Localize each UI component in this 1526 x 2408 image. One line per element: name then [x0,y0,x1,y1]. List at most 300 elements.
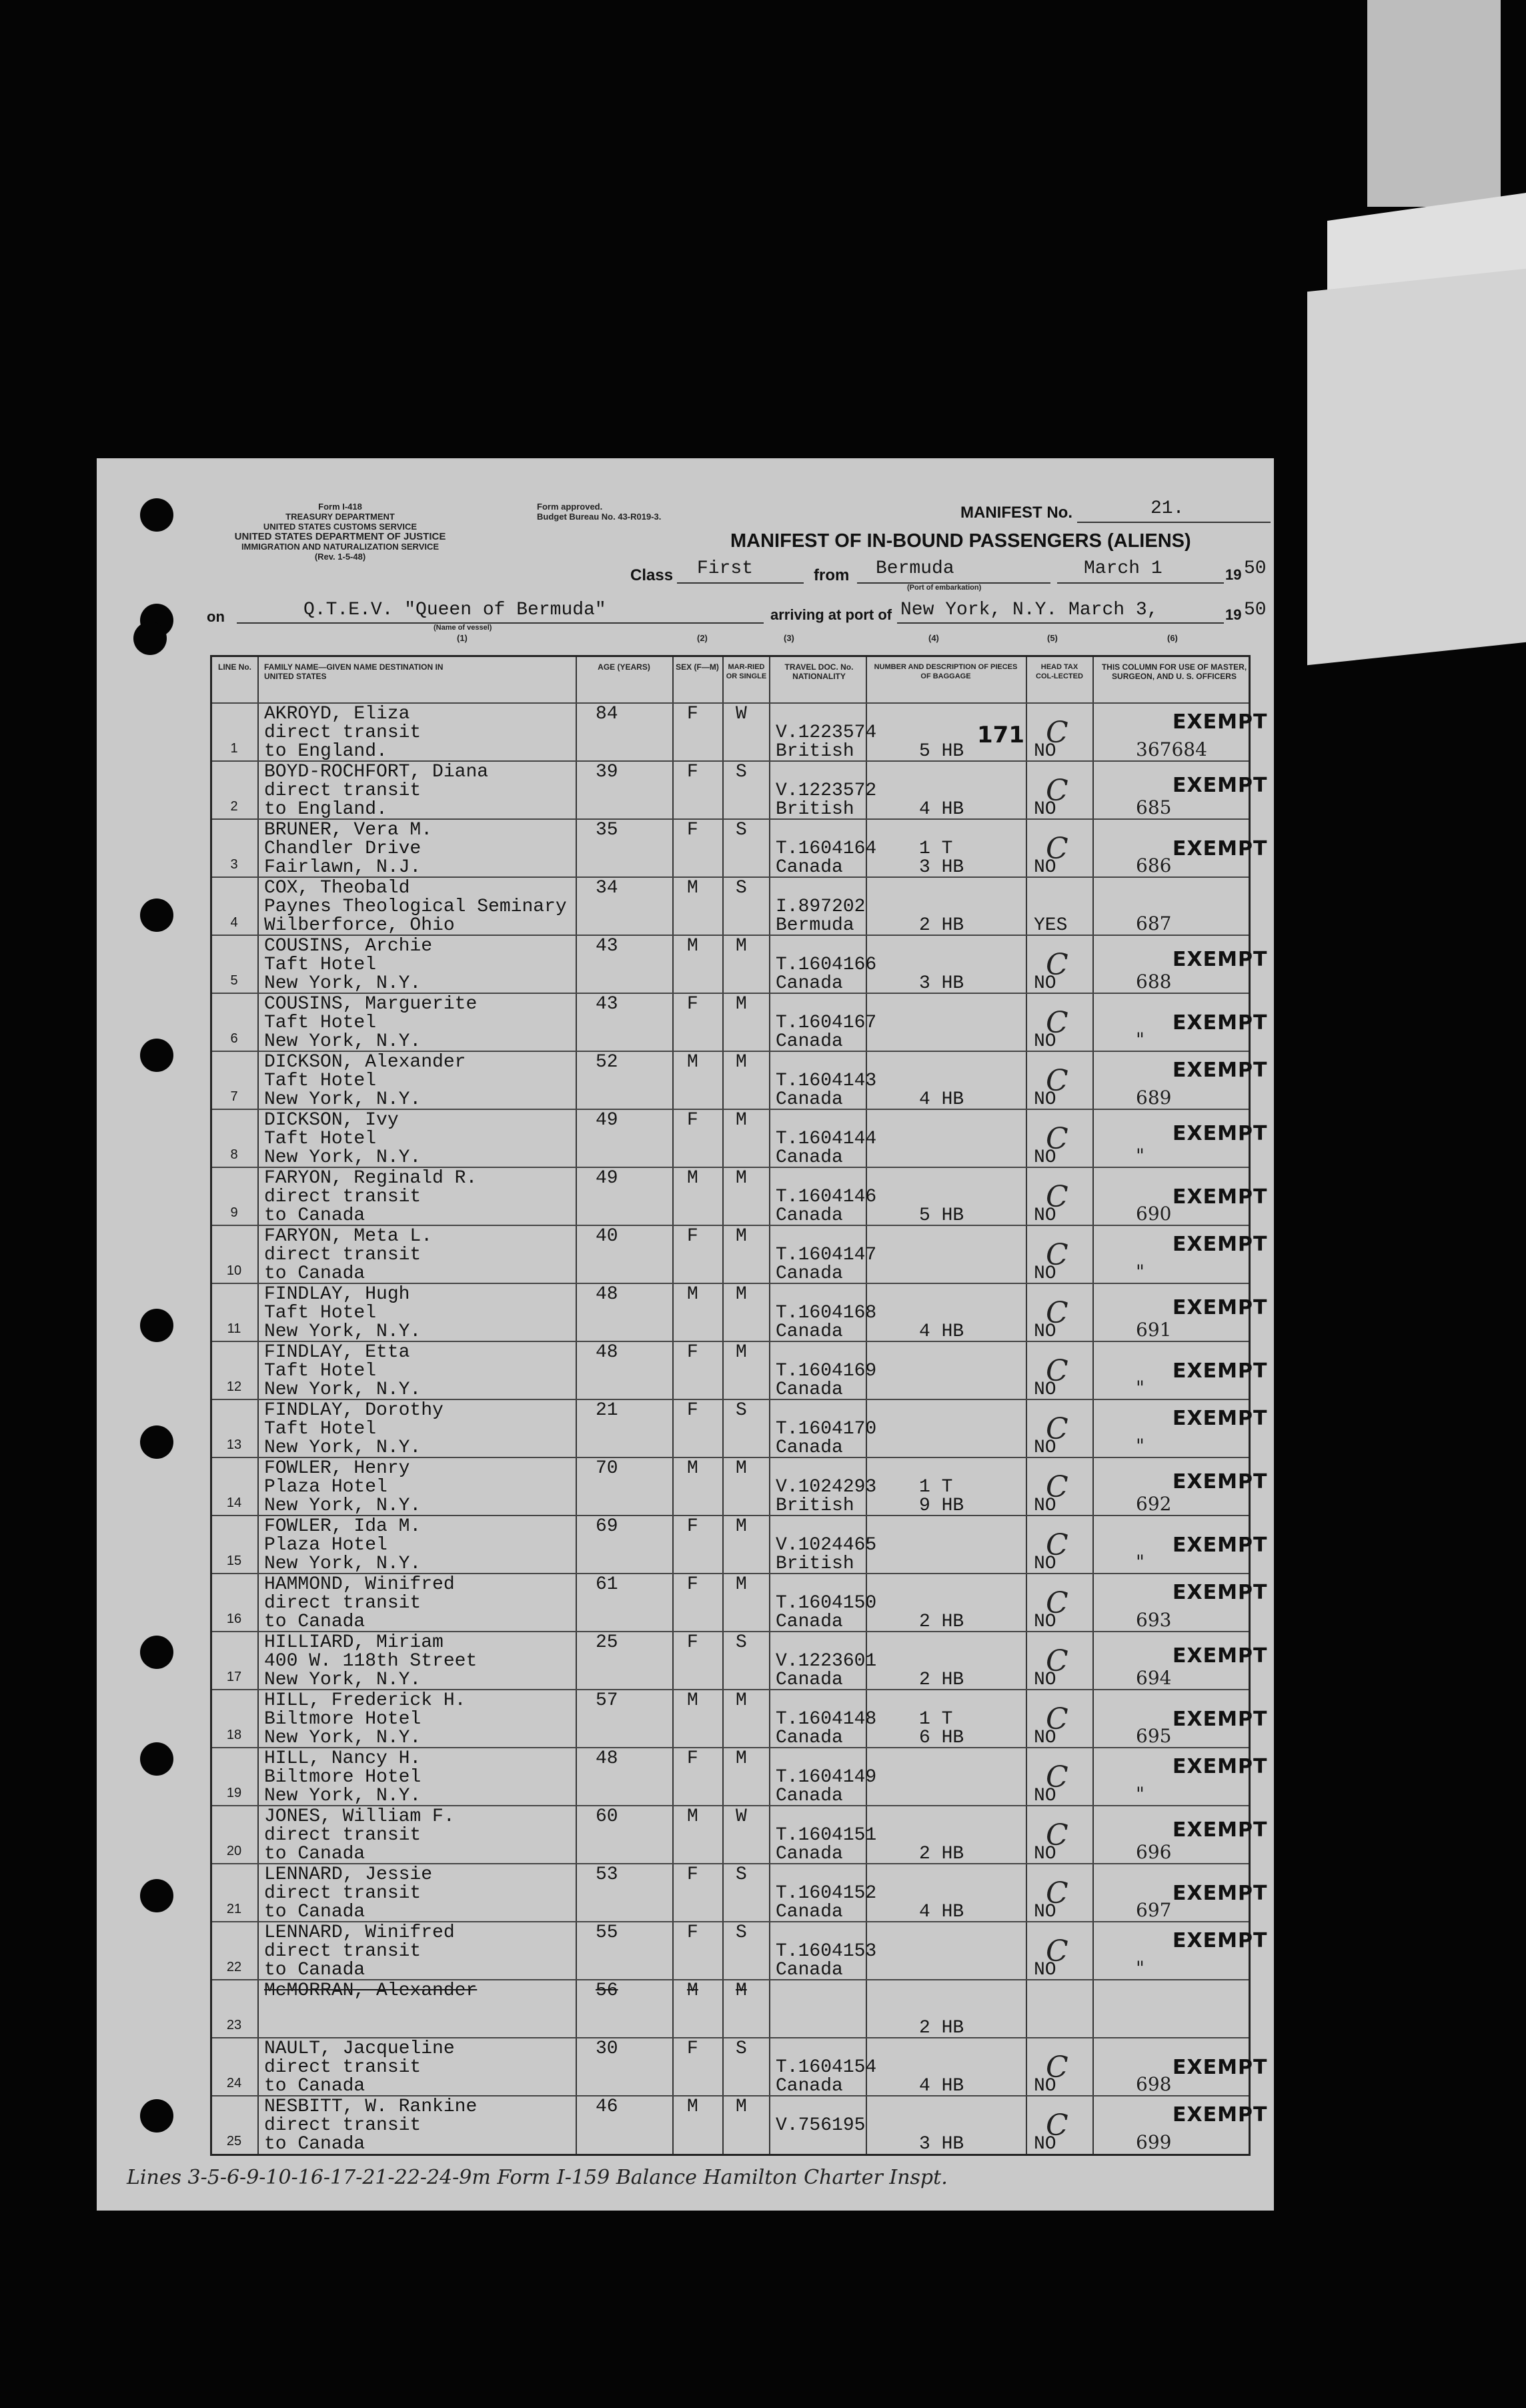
line-number: 17 [226,1670,242,1684]
table-row [212,2037,1268,2096]
sex: F [687,1110,698,1131]
destination-line: New York, N.Y. [264,1728,422,1748]
exempt-stamp: EXEMPT [1173,1407,1268,1430]
travel-doc: T.1604166 [776,955,877,975]
head-tax: NO [1034,1786,1056,1806]
marital-status: S [736,1864,747,1885]
travel-doc: T.1604150 [776,1593,877,1614]
check-mark: C [1046,1354,1068,1388]
check-mark: C [1046,1934,1068,1968]
exempt-stamp: EXEMPT [1173,1359,1268,1383]
destination-line: New York, N.Y. [264,1437,422,1458]
destination-line: 400 W. 118th Street [264,1651,478,1672]
col-header-officers: THIS COLUMN FOR USE OF MASTER, SURGEON, AND U. S. OFFICERS [1101,662,1247,681]
dept-ins: IMMIGRATION AND NATURALIZATION SERVICE [241,542,440,552]
sex: F [687,1516,698,1537]
class-underline [677,582,804,584]
vessel-caption: (Name of vessel) [434,624,492,632]
destination-line: Wilberforce, Ohio [264,915,455,936]
nationality: British [776,799,854,820]
check-mark: C [1046,2109,1068,2143]
passenger-name: JONES, William F. [264,1806,455,1827]
check-mark: C [1046,774,1068,808]
passenger-name: FOWLER, Henry [264,1458,410,1479]
baggage-stamp-number: 171 [977,722,1024,748]
destination-line: direct transit [264,2057,422,2078]
line-number: 12 [226,1379,242,1394]
col-number: (5) [1047,633,1058,643]
punch-hole [140,2099,173,2133]
age: 40 [596,1226,618,1247]
check-mark: C [1046,832,1068,866]
destination-line: to Canada [264,1844,365,1864]
form-number: Form I-418 [318,502,362,512]
table-row [212,1109,1268,1168]
baggage-handbags: 3 HB [919,857,964,878]
head-tax: NO [1034,1147,1056,1168]
marital-status: S [736,762,747,782]
sex: F [687,1400,698,1421]
travel-doc: V.1223574 [776,722,877,743]
punch-hole [140,498,173,532]
check-mark: C [1046,948,1068,982]
sex: M [687,1980,698,2001]
travel-doc: T.1604164 [776,838,877,859]
nationality: British [776,741,854,762]
passenger-name: FINDLAY, Etta [264,1342,410,1363]
punch-hole [140,1879,173,1912]
officer-number: " [1136,1261,1144,1283]
destination-line: New York, N.Y. [264,973,422,994]
travel-doc: I.897202 [776,896,866,917]
travel-doc: T.1604169 [776,1361,877,1381]
travel-doc: T.1604170 [776,1419,877,1439]
table-row [212,1921,1268,1980]
nationality: Canada [776,1728,843,1748]
travel-doc: T.1604167 [776,1013,877,1033]
table-row [212,1399,1268,1458]
budget-bureau: Budget Bureau No. 43-R019-3. [537,512,662,522]
class-label: Class [630,566,674,584]
line-number: 5 [230,973,238,988]
form-revision: (Rev. 1-5-48) [314,552,366,562]
sex: M [687,936,698,957]
manifest-title: MANIFEST OF IN-BOUND PASSENGERS (ALIENS) [730,530,1191,552]
age: 43 [596,994,618,1015]
sex: M [687,1690,698,1711]
marital-status: S [736,2038,747,2059]
travel-doc: V.1223601 [776,1651,877,1672]
arriving-label: arriving at port of [770,606,892,623]
punch-hole [140,1636,173,1669]
age: 60 [596,1806,618,1827]
passenger-name: FARYON, Meta L. [264,1226,433,1247]
passenger-name: NAULT, Jacqueline [264,2038,455,2059]
destination-line: direct transit [264,780,422,801]
travel-doc: T.1604143 [776,1071,877,1091]
baggage-handbags: 4 HB [919,1321,964,1342]
destination-line: direct transit [264,1825,422,1846]
exempt-stamp: EXEMPT [1173,1233,1268,1256]
col-number: (6) [1167,633,1178,643]
head-tax: NO [1034,857,1056,878]
destination-line: direct transit [264,1941,422,1962]
punch-hole [140,898,173,932]
nationality: Canada [776,2076,843,2096]
punch-hole [140,1309,173,1342]
manifest-sheet [97,458,1274,2211]
destination-line: direct transit [264,2115,422,2136]
marital-status: M [736,1690,747,1711]
baggage-handbags: 2 HB [919,2018,964,2038]
table-row [212,1225,1268,1284]
travel-doc: V.756195 [776,2115,866,2136]
age: 52 [596,1052,618,1073]
passenger-table [210,655,1268,2156]
marital-status: S [736,878,747,898]
age: 49 [596,1110,618,1131]
col-number: (3) [784,633,794,643]
nationality: Canada [776,857,843,878]
marital-status: M [736,2096,747,2117]
passenger-name: HILL, Frederick H. [264,1690,466,1711]
passenger-name: LENNARD, Jessie [264,1864,433,1885]
vessel-underline [237,622,764,624]
manifest-number-label: MANIFEST No. [960,504,1072,522]
exempt-stamp: EXEMPT [1173,1011,1268,1035]
nationality: Canada [776,1263,843,1284]
table-row [212,876,1249,936]
baggage-trunks: 1 T [919,838,953,859]
table-row [212,760,1268,820]
col-header-travel: TRAVEL DOC. No. NATIONALITY [784,662,854,681]
line-number: 16 [226,1612,242,1626]
travel-doc: T.1604152 [776,1883,877,1904]
exempt-stamp: EXEMPT [1173,1581,1268,1604]
line-number: 10 [226,1263,242,1278]
exempt-stamp: EXEMPT [1173,1185,1268,1209]
head-tax: NO [1034,2134,1056,2155]
officer-number: 689 [1136,1087,1172,1109]
destination-line: to Canada [264,2076,365,2096]
baggage-handbags: 4 HB [919,1902,964,1922]
officer-number: " [1136,1029,1144,1051]
passenger-name: COUSINS, Marguerite [264,994,478,1015]
age: 69 [596,1516,618,1537]
head-tax: NO [1034,1844,1056,1864]
exempt-stamp: EXEMPT [1173,837,1268,860]
line-number: 6 [230,1031,238,1046]
dept-customs: UNITED STATES CUSTOMS SERVICE [263,522,418,532]
destination-line: Fairlawn, N.J. [264,857,422,878]
exempt-stamp: EXEMPT [1173,1059,1268,1082]
budget-block [537,502,737,522]
check-mark: C [1046,1006,1068,1040]
age: 48 [596,1342,618,1363]
travel-doc: T.1604148 [776,1709,877,1730]
officer-number: 686 [1136,854,1172,876]
table-row [212,1689,1268,1748]
port-caption: (Port of embarkation) [907,584,982,592]
baggage-handbags: 4 HB [919,1089,964,1110]
destination-line: Paynes Theological Seminary [264,896,567,917]
travel-doc: T.1604153 [776,1941,877,1962]
nationality: Canada [776,1147,843,1168]
marital-status: M [736,1110,747,1131]
head-tax: NO [1034,1612,1056,1632]
officer-number: 696 [1136,1841,1172,1863]
vessel-name: Q.T.E.V. "Queen of Bermuda" [303,600,606,620]
exempt-stamp: EXEMPT [1173,710,1268,734]
baggage-handbags: 6 HB [919,1728,964,1748]
passenger-name: DICKSON, Ivy [264,1110,399,1131]
check-mark: C [1046,1818,1068,1852]
head-tax: NO [1034,799,1056,820]
marital-status: S [736,1632,747,1653]
destination-line: direct transit [264,722,422,743]
table-row [212,1979,1249,2038]
baggage-handbags: 9 HB [919,1495,964,1516]
marital-status: M [736,1516,747,1537]
marital-status: S [736,1922,747,1943]
officer-number: " [1136,1435,1144,1457]
marital-status: M [736,1574,747,1595]
table-row [212,702,1268,762]
from-value: Bermuda [876,558,954,579]
destination-line: Taft Hotel [264,1013,377,1033]
check-mark: C [1046,1644,1068,1678]
check-mark: C [1046,1586,1068,1620]
check-mark: C [1046,1122,1068,1156]
marital-status: M [736,936,747,957]
baggage-handbags: 5 HB [919,1205,964,1226]
exempt-stamp: EXEMPT [1173,1644,1268,1668]
destination-line: Plaza Hotel [264,1535,388,1556]
sex: F [687,1922,698,1943]
age: 57 [596,1690,618,1711]
officer-number: 698 [1136,2073,1172,2095]
exempt-stamp: EXEMPT [1173,2103,1268,2127]
line-number: 8 [230,1147,238,1162]
baggage-trunks: 1 T [919,1709,953,1730]
head-tax: NO [1034,1437,1056,1458]
exempt-stamp: EXEMPT [1173,1534,1268,1557]
age: 39 [596,762,618,782]
col-header-sex: SEX (F—M) [676,662,719,672]
passenger-name: HILLIARD, Miriam [264,1632,444,1653]
head-tax: NO [1034,973,1056,994]
officer-number: 367684 [1136,738,1207,760]
marital-status: M [736,994,747,1015]
destination-line: Biltmore Hotel [264,1767,422,1788]
baggage-handbags: 4 HB [919,2076,964,2096]
officer-number: 699 [1136,2131,1172,2153]
table-row [212,1167,1268,1226]
age: 43 [596,936,618,957]
dept-justice: UNITED STATES DEPARTMENT OF JUSTICE [234,531,446,542]
line-number: 25 [226,2134,242,2149]
head-tax: NO [1034,1263,1056,1284]
line-number: 21 [226,1902,242,1916]
passenger-name: HAMMOND, Winifred [264,1574,455,1595]
line-number: 7 [230,1089,238,1104]
age: 25 [596,1632,618,1653]
officer-number: " [1136,1145,1144,1167]
check-mark: C [1046,1064,1068,1098]
sex: M [687,2096,698,2117]
col-header-age: AGE (YEARS) [598,662,650,672]
line-number: 24 [226,2076,242,2090]
line-number: 1 [230,741,238,756]
line-number: 18 [226,1728,242,1742]
punch-hole [140,1039,173,1072]
passenger-name: BRUNER, Vera M. [264,820,433,840]
line-number: 9 [230,1205,238,1220]
nationality: Canada [776,1844,843,1864]
sex: M [687,1458,698,1479]
marital-status: M [736,1284,747,1305]
line-number: 3 [230,857,238,872]
officer-number: " [1136,1957,1144,1979]
exempt-stamp: EXEMPT [1173,1882,1268,1905]
age: 53 [596,1864,618,1885]
marital-status: S [736,820,747,840]
check-mark: C [1046,1528,1068,1562]
sex: F [687,1864,698,1885]
age: 48 [596,1748,618,1769]
destination-line: Plaza Hotel [264,1477,388,1497]
head-tax: YES [1034,915,1068,936]
officer-number: " [1136,1783,1144,1805]
manifest-number-underline [1077,522,1271,523]
table-row [212,935,1268,994]
table-row [212,1747,1268,1806]
table-row [212,818,1268,878]
nationality: Canada [776,1437,843,1458]
nationality: Canada [776,1960,843,1980]
destination-line: Taft Hotel [264,1361,377,1381]
baggage-handbags: 3 HB [919,2134,964,2155]
destination-line: New York, N.Y. [264,1321,422,1342]
nationality: Canada [776,1902,843,1922]
sex: M [687,1284,698,1305]
marital-status: M [736,1980,747,2001]
table-row [212,1051,1268,1110]
marital-status: S [736,1400,747,1421]
officer-number: " [1136,1377,1144,1399]
table-row [212,1341,1268,1400]
destination-line: to Canada [264,1902,365,1922]
nationality: Canada [776,1670,843,1690]
marital-status: M [736,1748,747,1769]
sex: M [687,1806,698,1827]
marital-status: M [736,1342,747,1363]
destination-line: New York, N.Y. [264,1379,422,1400]
nationality: Canada [776,1379,843,1400]
arrival-port-date: New York, N.Y. March 3, [900,600,1159,620]
punch-hole [140,1425,173,1459]
officer-number: 691 [1136,1319,1172,1341]
destination-line: Taft Hotel [264,1303,377,1323]
officer-number: 685 [1136,796,1172,818]
marital-status: M [736,1458,747,1479]
line-number: 13 [226,1437,242,1452]
sex: F [687,994,698,1015]
nationality: Canada [776,1205,843,1226]
footer-handwritten-note: Lines 3-5-6-9-10-16-17-21-22-24-9m Form I-159 Balance Hamilton Charter Inspt. [127,2166,948,2189]
check-mark: C [1046,1238,1068,1272]
class-value: First [697,558,754,579]
head-tax: NO [1034,1321,1056,1342]
check-mark: C [1046,1296,1068,1330]
baggage-handbags: 2 HB [919,1670,964,1690]
officer-number: 690 [1136,1203,1172,1225]
baggage-handbags: 2 HB [919,1612,964,1632]
passenger-name: AKROYD, Eliza [264,704,410,724]
line-number: 20 [226,1844,242,1858]
destination-line: direct transit [264,1593,422,1614]
age: 48 [596,1284,618,1305]
line-number: 2 [230,799,238,814]
exempt-stamp: EXEMPT [1173,948,1268,971]
depart-date: March 1 [1084,558,1163,579]
passenger-name: DICKSON, Alexander [264,1052,466,1073]
check-mark: C [1046,1180,1068,1214]
destination-line: Taft Hotel [264,1419,377,1439]
sex: F [687,1226,698,1247]
exempt-stamp: EXEMPT [1173,2056,1268,2079]
passenger-name: FINDLAY, Hugh [264,1284,410,1305]
nationality: Canada [776,1321,843,1342]
destination-line: New York, N.Y. [264,1147,422,1168]
nationality: Canada [776,1786,843,1806]
nationality: British [776,1554,854,1574]
sex: M [687,1052,698,1073]
baggage-handbags: 3 HB [919,973,964,994]
sex: M [687,878,698,898]
arrival-year: 50 [1244,600,1267,620]
age: 61 [596,1574,618,1595]
sex: F [687,1632,698,1653]
head-tax: NO [1034,1089,1056,1110]
sex: F [687,820,698,840]
check-mark: C [1046,1412,1068,1446]
line-number: 22 [226,1960,242,1974]
nationality: Canada [776,1612,843,1632]
head-tax: NO [1034,741,1056,762]
on-label: on [207,608,225,625]
depart-year-prefix: 19 [1225,566,1242,583]
nationality: Canada [776,1031,843,1052]
check-mark: C [1046,1702,1068,1736]
age: 21 [596,1400,618,1421]
nationality: British [776,1495,854,1516]
marital-status: M [736,1168,747,1189]
destination-line: Taft Hotel [264,1129,377,1149]
officer-number: 697 [1136,1899,1172,1921]
officer-number: 692 [1136,1493,1172,1515]
head-tax: NO [1034,1902,1056,1922]
head-tax: NO [1034,1495,1056,1516]
table-row [212,1457,1268,1516]
travel-doc: T.1604154 [776,2057,877,2078]
col-header-married: MAR-RIED OR SINGLE [726,663,767,680]
officer-number: 693 [1136,1609,1172,1631]
col-header-name: FAMILY NAME—GIVEN NAME DESTINATION IN UNITED STATES [264,662,444,681]
exempt-stamp: EXEMPT [1173,1708,1268,1731]
passenger-name: BOYD-ROCHFORT, Diana [264,762,489,782]
destination-line: Biltmore Hotel [264,1709,422,1730]
